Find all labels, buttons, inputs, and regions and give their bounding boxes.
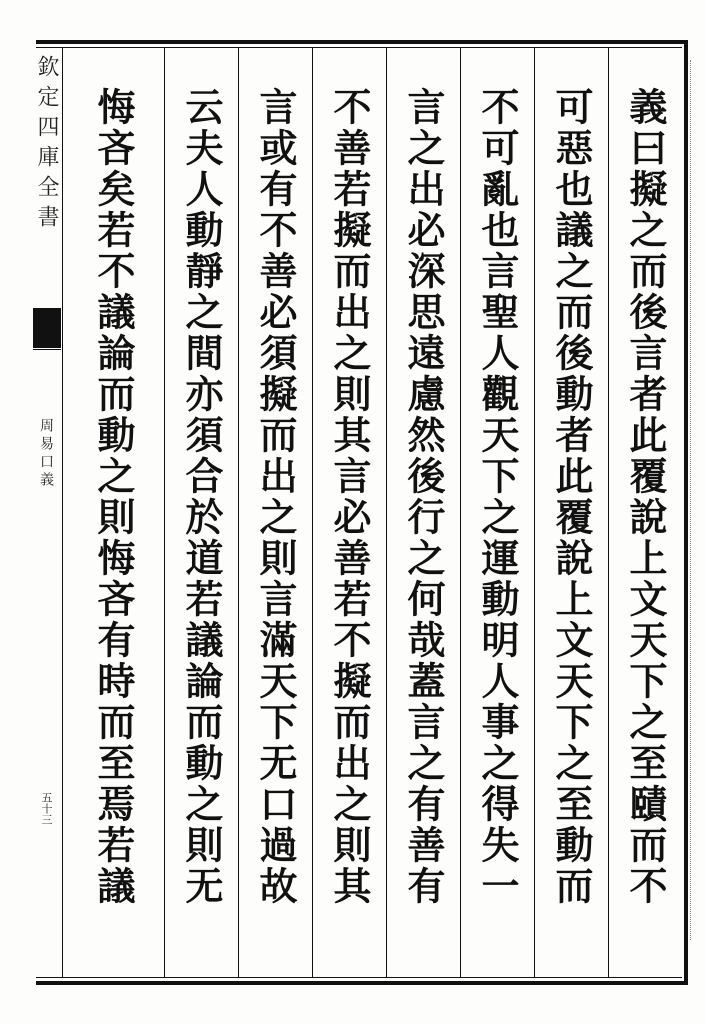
text-column-1 <box>608 47 682 978</box>
column-text: 云夫人動靜之間亦須合於道若議論而動之則无 <box>179 87 224 907</box>
column-text: 言或有不善必須擬而出之則言滿天下无口過故 <box>253 87 298 907</box>
text-column-3 <box>460 47 534 978</box>
margin-strip <box>30 47 63 978</box>
page-number: 五十三 <box>40 792 53 825</box>
text-column-2 <box>534 47 608 978</box>
text-column-7 <box>164 47 238 978</box>
column-text: 可惡也議之而後動者此覆說上文天下之至動而 <box>549 87 594 907</box>
column-text: 不可亂也言聖人觀天下之運動明人事之得失一 <box>475 87 520 907</box>
column-text: 義曰擬之而後言者此覆說上文天下之至賾而不 <box>623 87 668 907</box>
text-column-5 <box>312 47 386 978</box>
book-title: 周易口義 <box>38 418 54 490</box>
fishtail-mark <box>33 308 61 350</box>
margin-header-text: 欽定四庫全書 <box>34 55 59 235</box>
text-column-8 <box>62 47 164 978</box>
column-text: 言之出必深思遠慮然後行之何哉蓋言之有善有 <box>401 87 446 907</box>
text-column-6 <box>238 47 312 978</box>
column-text: 不善若擬而出之則其言必善若不擬而出之則其 <box>327 87 372 907</box>
column-text: 悔吝矣若不議論而動之則悔吝有時而至焉若議 <box>91 87 136 907</box>
text-column-4 <box>386 47 460 978</box>
page-edge <box>690 60 703 940</box>
